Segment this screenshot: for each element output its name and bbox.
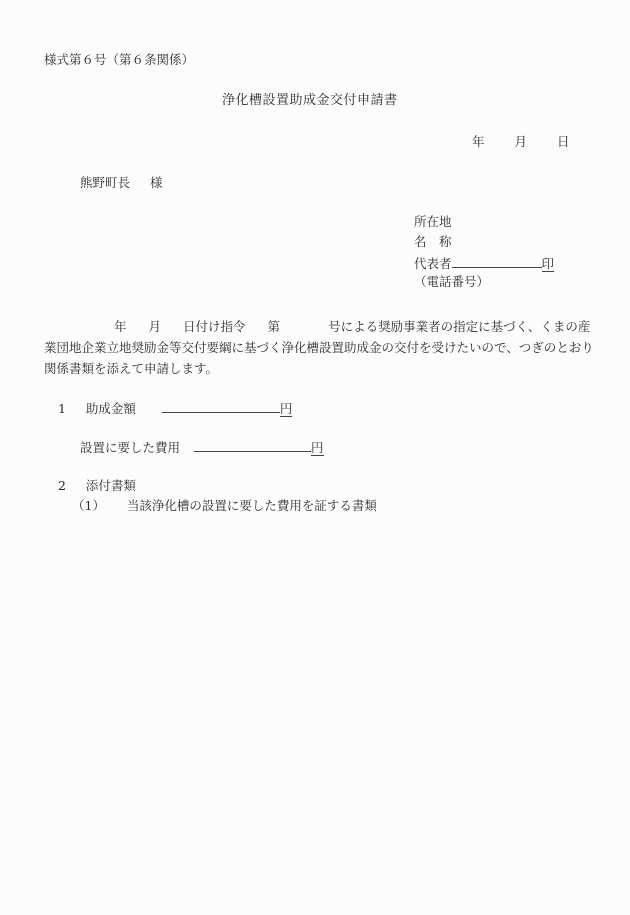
date-year-label: 年 xyxy=(472,134,485,149)
seal-label: 印 xyxy=(541,256,555,271)
item-number: 1 xyxy=(58,401,66,416)
yen-unit: 円 xyxy=(279,401,293,416)
addressee-name: 熊野町長 xyxy=(80,175,131,190)
subitem-number: （1） xyxy=(72,498,105,513)
representative-field[interactable] xyxy=(452,254,542,268)
date-month-label: 月 xyxy=(514,134,527,149)
representative-label: 代表者 xyxy=(414,256,452,271)
item-number: 2 xyxy=(58,478,66,493)
attachment-subitem xyxy=(72,498,377,514)
phone-row xyxy=(414,274,554,294)
item-label: 添付書類 xyxy=(85,478,136,493)
addressee-honorific: 様 xyxy=(149,175,163,190)
item-subsidy-amount xyxy=(58,399,292,417)
name-row xyxy=(414,234,554,254)
statement-line-1-rest: 号による奨励事業者の指定に基づく、くまの産 xyxy=(328,319,591,334)
application-statement xyxy=(44,316,604,379)
addressee xyxy=(80,175,163,191)
form-number: 様式第６号（第６条関係） xyxy=(44,52,195,67)
statement-line-2: 業団地企業立地奨励金等交付要綱に基づく浄化槽設置助成金の交付を受けたいので、つぎのとおり xyxy=(44,340,594,355)
date-day-label: 日 xyxy=(556,134,570,149)
item-label: 助成金額 xyxy=(85,401,136,416)
item-attachments xyxy=(58,478,136,494)
address-label: 所在地 xyxy=(414,214,452,229)
designation-number-prefix: 第 xyxy=(267,319,281,334)
installation-cost-field[interactable] xyxy=(194,438,311,452)
designation-month-label: 月 xyxy=(148,319,162,334)
document-title: 浄化槽設置助成金交付申請書 xyxy=(222,93,398,108)
representative-row xyxy=(414,254,554,274)
phone-label: （電話番号） xyxy=(414,274,490,289)
designation-day-label: 日付け指令 xyxy=(183,319,246,334)
name-label: 名 称 xyxy=(414,234,452,249)
date-line xyxy=(472,134,569,150)
statement-line-1 xyxy=(44,316,604,337)
subsidy-amount-field[interactable] xyxy=(162,399,280,413)
item-label: 設置に要した費用 xyxy=(80,440,181,455)
address-row xyxy=(414,214,554,234)
yen-unit: 円 xyxy=(310,440,324,455)
applicant-block xyxy=(414,214,554,294)
statement-line-3: 関係書類を添えて申請します。 xyxy=(44,361,219,376)
designation-year-label: 年 xyxy=(114,319,127,334)
subitem-text: 当該浄化槽の設置に要した費用を証する書類 xyxy=(126,498,377,513)
item-installation-cost xyxy=(80,438,324,456)
